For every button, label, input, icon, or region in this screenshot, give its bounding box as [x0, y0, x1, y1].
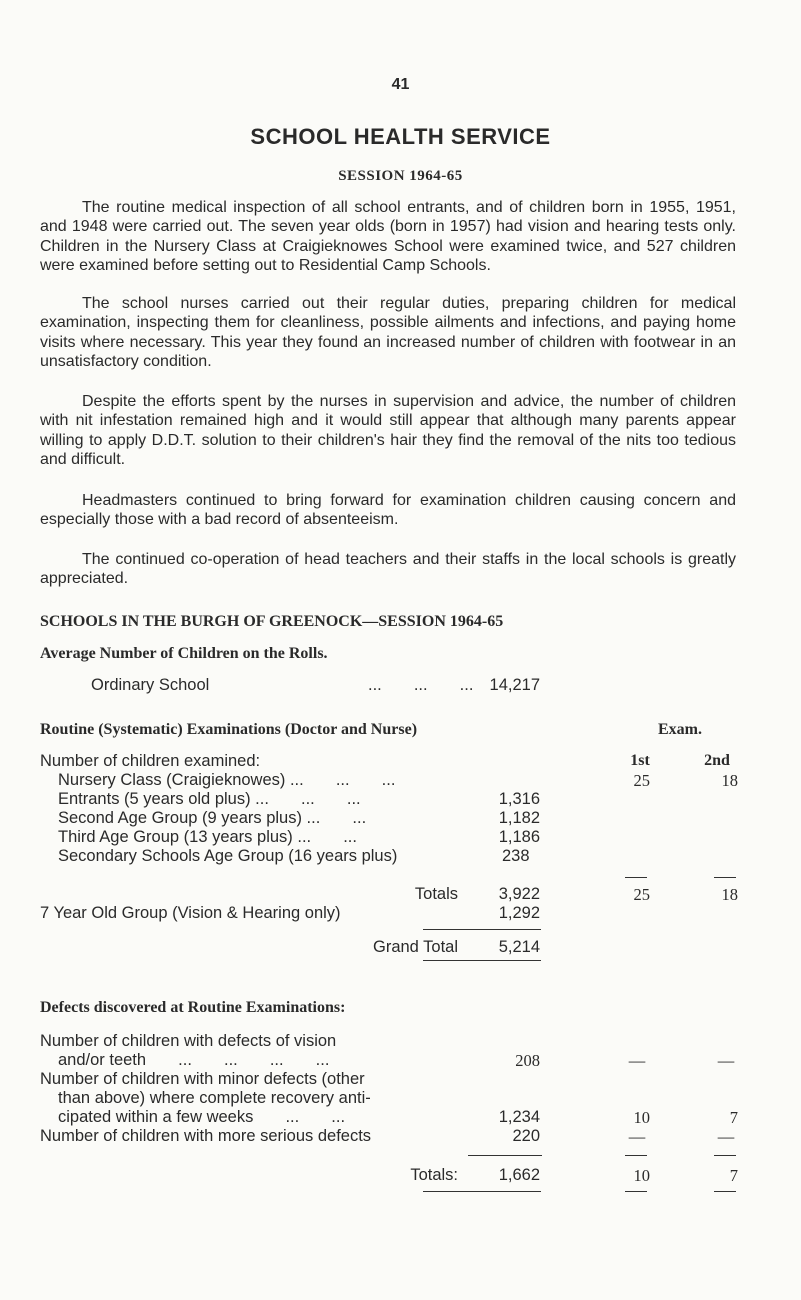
routine-row-first: 25 — [633, 771, 650, 790]
defects-totals-value: 1,662 — [498, 1166, 540, 1184]
routine-heading: Routine (Systematic) Examinations (Doctor and Nurse) — [40, 721, 418, 738]
seven-year-value: 1,292 — [498, 904, 540, 922]
routine-totals-label: Totals — [414, 885, 458, 903]
seven-year-label: 7 Year Old Group (Vision & Hearing only) — [40, 904, 341, 922]
grand-total-value: 5,214 — [498, 938, 540, 956]
defects-totals-second: 7 — [729, 1166, 738, 1185]
paragraph-routine-inspection: The routine medical inspection of all school entrants, and of children born in 1955, 1951, and 1948 were carried out. The seven year olds (born in 1957) had vision and hearing tests only. Children in the Nursery Class at Craigieknowes School were examined twice, and 527 children were examined before setting out to Residential Camp Schools. — [40, 199, 736, 274]
rolls-leader: ... ... ... — [368, 676, 474, 694]
defects-heading: Defects discovered at Routine Examinations: — [40, 999, 346, 1016]
defects-row-second: — — [717, 1127, 735, 1146]
defects-row-value: 220 — [512, 1127, 540, 1145]
divider — [423, 960, 541, 961]
schools-heading: SCHOOLS IN THE BURGH OF GREENOCK—SESSION 1964-65 — [40, 613, 504, 630]
routine-totals-second: 18 — [721, 885, 738, 904]
routine-totals-value: 3,922 — [498, 885, 540, 903]
routine-row-label: Entrants (5 years old plus) ... ... ... — [58, 790, 361, 808]
defects-row-first: — — [628, 1127, 646, 1146]
routine-totals-first: 25 — [633, 885, 650, 904]
paragraph-nit-infestation: Despite the efforts spent by the nurses in supervision and advice, the number of children with nit infestation remained high and it would still appear that although many parents appear willing to apply D.D.T. solution to their children's hair they find the removal of the nits too tedious and difficult. — [40, 393, 736, 468]
defects-row-line: Number of children with minor defects (other — [40, 1070, 365, 1088]
page-title: SCHOOL HEALTH SERVICE — [250, 124, 551, 149]
defects-row-line: Number of children with more serious defects — [40, 1127, 372, 1145]
defects-row-first: 10 — [633, 1108, 650, 1127]
defects-totals-label: Totals: — [410, 1166, 458, 1184]
routine-row-value: 1,186 — [498, 828, 540, 846]
paragraph-cooperation: The continued co-operation of head teachers and their staffs in the local schools is greatly appreciated. — [40, 551, 736, 588]
divider — [714, 1155, 736, 1156]
defects-row-line: Number of children with defects of vision — [40, 1032, 337, 1050]
routine-row-label: Third Age Group (13 years plus) ... ... — [58, 828, 357, 846]
defects-row-line: than above) where complete recovery anti- — [58, 1089, 371, 1107]
routine-row-second: 18 — [721, 771, 738, 790]
paragraph-headmasters: Headmasters continued to bring forward for examination children causing concern and especially those with a bad record of absenteeism. — [40, 492, 736, 529]
exam-heading: Exam. — [658, 721, 702, 738]
divider — [714, 877, 736, 878]
rolls-heading: Average Number of Children on the Rolls. — [40, 645, 328, 662]
rolls-value: 14,217 — [489, 676, 540, 694]
divider — [423, 1191, 541, 1192]
rolls-label: Ordinary School — [91, 676, 210, 694]
defects-row-line: cipated within a few weeks ... ... — [58, 1108, 346, 1126]
routine-row-label: Nursery Class (Craigieknowes) ... ... ... — [58, 771, 396, 789]
session-heading: SESSION 1964-65 — [338, 168, 463, 184]
divider — [468, 1155, 542, 1156]
exam-col-second: 2nd — [704, 752, 730, 769]
divider — [625, 1155, 647, 1156]
routine-row-value: 1,316 — [498, 790, 540, 808]
routine-row-label: Second Age Group (9 years plus) ... ... — [58, 809, 367, 827]
grand-total-label: Grand Total — [373, 938, 458, 956]
defects-row-line: and/or teeth ... ... ... ... — [58, 1051, 330, 1069]
routine-row-value: 1,182 — [498, 809, 540, 827]
defects-row-value: 208 — [515, 1051, 540, 1070]
routine-row-value: 238 — [502, 847, 530, 865]
divider — [625, 1191, 647, 1192]
paragraph-school-nurses: The school nurses carried out their regular duties, preparing children for medical examination, inspecting them for cleanliness, possible ailments and infections, and paying home visits where necessary. This year they found an increased number of children with footwear in an unsatisfactory condition. — [40, 295, 736, 370]
divider — [423, 929, 541, 930]
divider — [714, 1191, 736, 1192]
defects-row-value: 1,234 — [498, 1108, 540, 1126]
defects-totals-first: 10 — [633, 1166, 650, 1185]
defects-row-first: — — [628, 1051, 646, 1070]
routine-row-label: Secondary Schools Age Group (16 years plus) — [58, 847, 398, 865]
divider — [625, 877, 647, 878]
page-number: 41 — [391, 76, 410, 93]
routine-intro: Number of children examined: — [40, 752, 261, 770]
exam-col-first: 1st — [630, 752, 650, 769]
defects-row-second: — — [717, 1051, 735, 1070]
defects-row-second: 7 — [729, 1108, 738, 1127]
